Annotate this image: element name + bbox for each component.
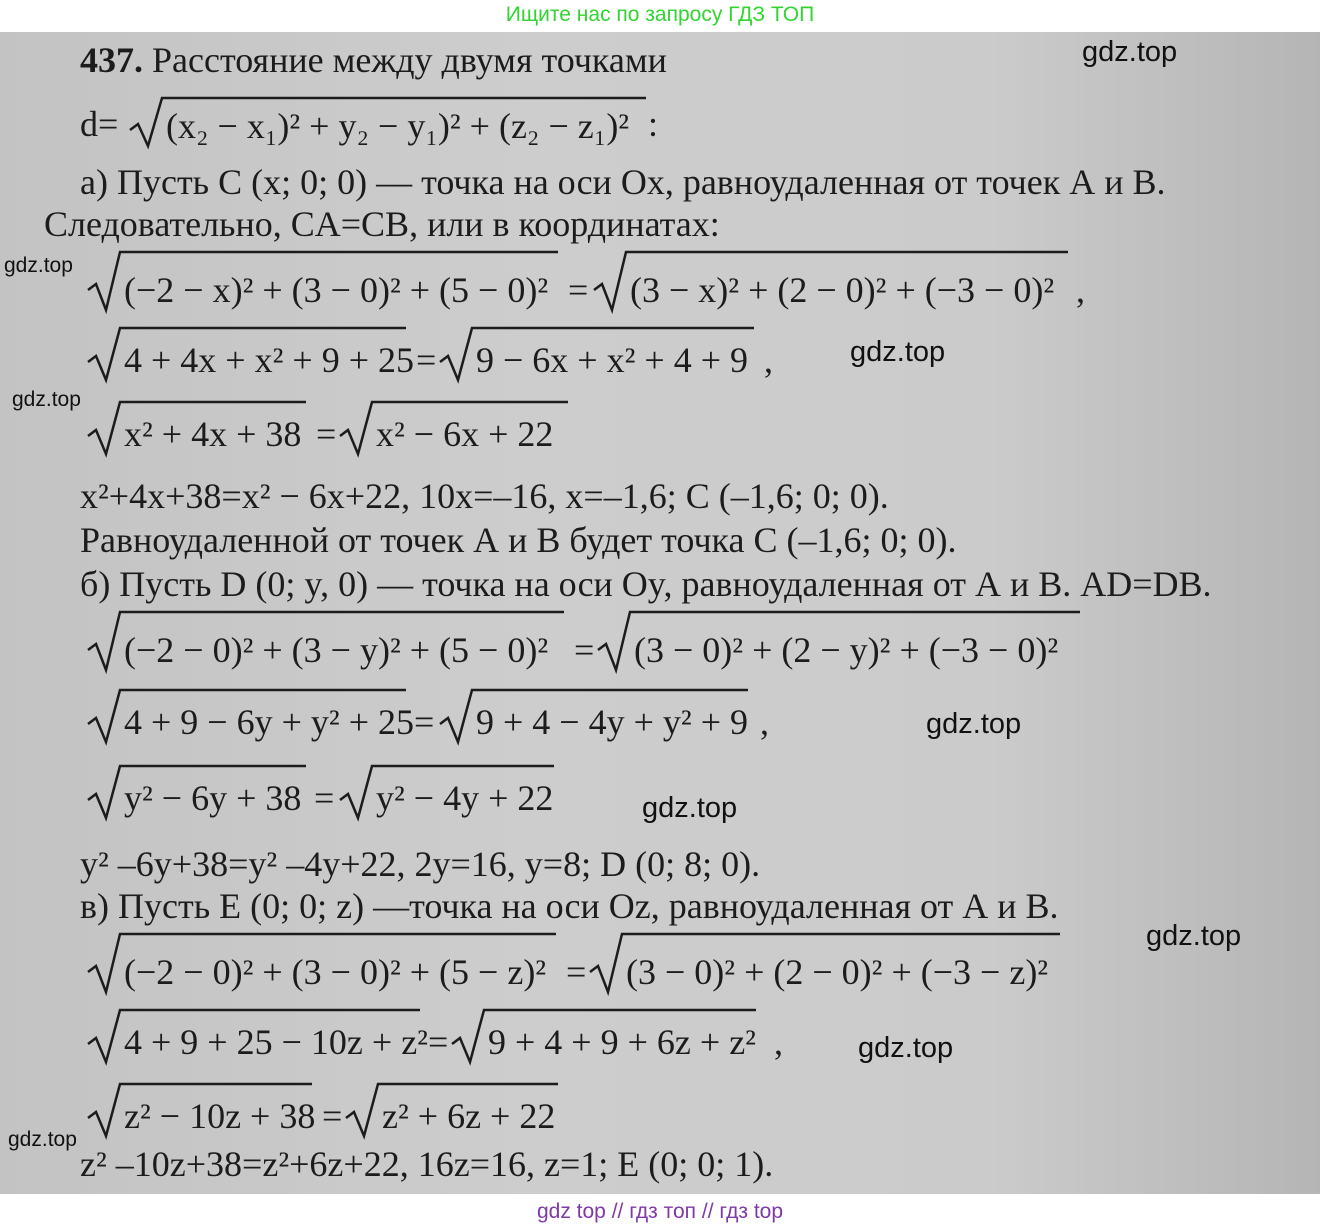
eq-b1-sign: = <box>574 630 595 670</box>
distance-formula-root <box>126 92 666 152</box>
eq-b2 <box>84 684 804 746</box>
formula-prefix: d= <box>80 104 119 144</box>
eq-c2-sign: = <box>428 1022 449 1062</box>
eq-c3-sign: = <box>322 1096 343 1136</box>
eq-c1-left: (−2 − 0)² + (3 − 0)² + (5 − z)² <box>124 952 547 992</box>
watermark: gdz.top <box>1082 36 1178 68</box>
watermark: gdz.top <box>850 336 946 368</box>
eq-a2-sign: = <box>416 340 437 380</box>
part-a-line2: Следовательно, CA=CB, или в координатах: <box>44 204 720 244</box>
eq-c1-right: (3 − 0)² + (2 − 0)² + (−3 − z)² <box>626 952 1049 992</box>
eq-a1-sign: = <box>568 270 589 310</box>
problem-title <box>80 40 667 80</box>
eq-b1 <box>84 604 1094 674</box>
watermark: gdz.top <box>926 708 1022 740</box>
scanned-page <box>0 32 1320 1194</box>
part-a-conclusion: Равноудаленной от точек А и В будет точка С (–1,6; 0; 0). <box>80 520 957 560</box>
eq-b3-right: y² − 4y + 22 <box>376 778 554 818</box>
eq-c3-right: z² + 6z + 22 <box>382 1096 556 1136</box>
eq-a3-left: x² + 4x + 38 <box>124 414 302 454</box>
eq-c3 <box>84 1078 584 1140</box>
eq-b3-left: y² − 6y + 38 <box>124 778 302 818</box>
eq-c1 <box>84 926 1084 996</box>
eq-a1 <box>84 244 1094 314</box>
eq-a1-right: (3 − x)² + (2 − 0)² + (−3 − 0)² <box>630 270 1055 310</box>
eq-b2-sign: = <box>414 702 435 742</box>
formula-suffix: : <box>648 104 659 144</box>
eq-a3-sign: = <box>316 414 337 454</box>
eq-c1-sign: = <box>566 952 587 992</box>
eq-b2-right: 9 + 4 − 4y + y² + 9 <box>476 702 749 742</box>
eq-a3 <box>84 396 584 458</box>
watermark: gdz.top <box>4 254 73 277</box>
eq-b3 <box>84 760 584 822</box>
eq-b1-right: (3 − 0)² + (2 − y)² + (−3 − 0)² <box>634 630 1059 670</box>
watermark: gdz.top <box>858 1032 954 1064</box>
part-a-result: x²+4x+38=x² − 6x+22, 10x=–16, x=–1,6; C (–1,6; 0; 0). <box>80 476 889 516</box>
eq-b1-left: (−2 − 0)² + (3 − y)² + (5 − 0)² <box>124 630 549 670</box>
eq-a2-comma: , <box>764 340 773 380</box>
bottom-banner[interactable]: gdz top // гдз топ // гдз top <box>536 1200 784 1223</box>
part-c-line1: в) Пусть Е (0; 0; z) —точка на оси Oz, равноудаленная от А и В. <box>80 886 1059 926</box>
eq-a2 <box>84 322 784 384</box>
part-a-line1: а) Пусть С (x; 0; 0) — точка на оси Ox, равноудаленная от точек А и В. <box>80 162 1166 202</box>
watermark: gdz.top <box>1146 920 1242 952</box>
eq-a1-comma: , <box>1076 270 1085 310</box>
part-c-result: z² –10z+38=z²+6z+22, 16z=16, z=1; E (0; 0; 1). <box>80 1144 774 1184</box>
eq-c2-right: 9 + 4 + 9 + 6z + z² <box>488 1022 756 1062</box>
watermark: gdz.top <box>8 1128 77 1151</box>
problem-title-text: Расстояние между двумя точками <box>152 40 667 80</box>
part-b-result: y² –6y+38=y² –4y+22, 2y=16, y=8; D (0; 8; 0). <box>80 844 761 884</box>
eq-a2-left: 4 + 4x + x² + 9 + 25 <box>124 340 415 380</box>
watermark: gdz.top <box>12 388 81 411</box>
eq-b2-comma: , <box>760 702 769 742</box>
eq-c2-comma: , <box>774 1022 783 1062</box>
distance-formula-radicand: (x₂ − x₁)² + y₂ − y₁)² + (z₂ − z₁)² <box>166 106 630 146</box>
eq-b3-sign: = <box>314 778 335 818</box>
watermark: gdz.top <box>642 792 738 824</box>
eq-c2-left: 4 + 9 + 25 − 10z + z² <box>124 1022 428 1062</box>
eq-a2-right: 9 − 6x + x² + 4 + 9 <box>476 340 749 380</box>
top-banner[interactable]: Ищите нас по запросу ГДЗ ТОП <box>505 3 815 26</box>
eq-a1-left: (−2 − x)² + (3 − 0)² + (5 − 0)² <box>124 270 549 310</box>
part-b-line1: б) Пусть D (0; y, 0) — точка на оси Oy, равноудаленная от А и В. AD=DB. <box>80 564 1212 604</box>
eq-c3-left: z² − 10z + 38 <box>124 1096 316 1136</box>
eq-a3-right: x² − 6x + 22 <box>376 414 554 454</box>
eq-c2 <box>84 1004 804 1066</box>
problem-number: 437. <box>80 40 143 80</box>
eq-b2-left: 4 + 9 − 6y + y² + 25 <box>124 702 415 742</box>
